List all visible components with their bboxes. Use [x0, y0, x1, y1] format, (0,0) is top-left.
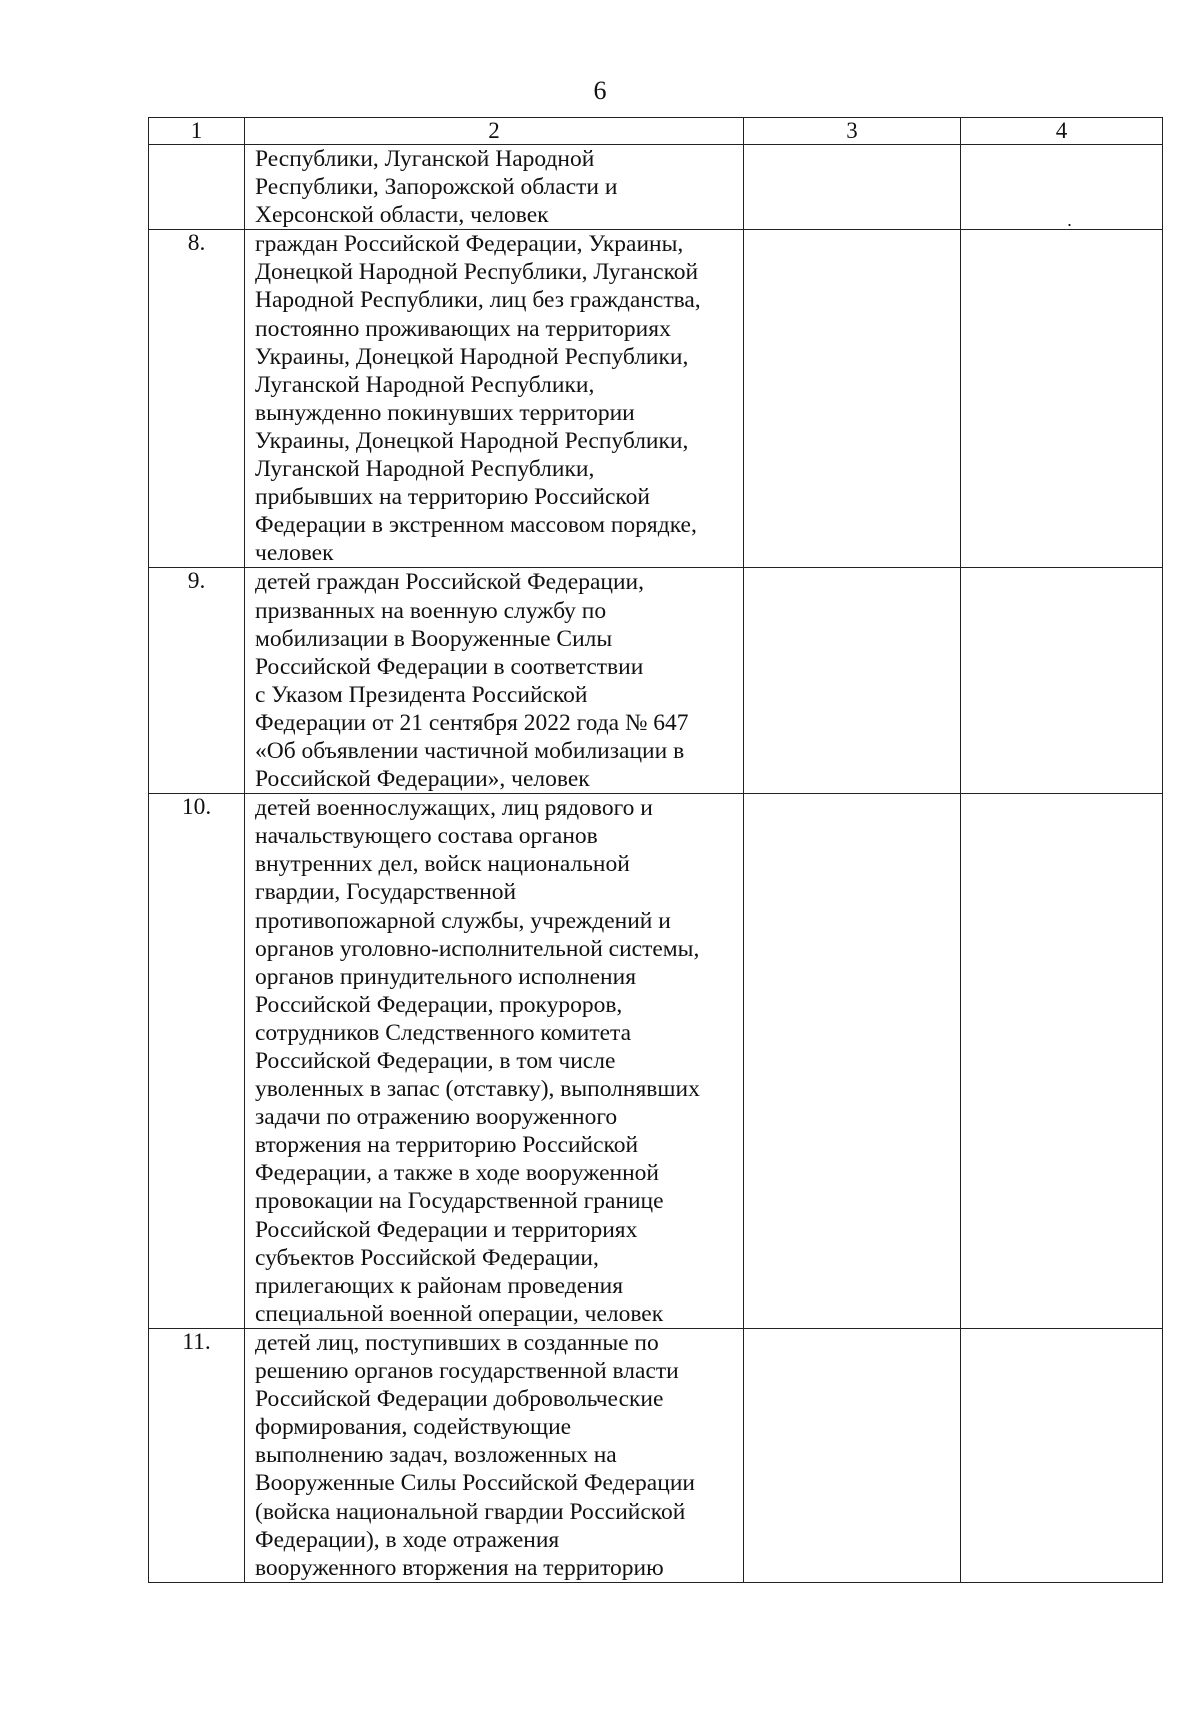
description-line: Украины, Донецкой Народной Республики,: [255, 343, 689, 370]
row-value-cell-3: [744, 1328, 961, 1582]
description-line: прибывших на территорию Российской: [255, 484, 650, 511]
table-row: [149, 794, 1163, 1329]
row-value-cell-4: [961, 794, 1163, 1329]
description-line: Вооруженные Силы Российской Федерации: [255, 1470, 695, 1497]
description-line: граждан Российской Федерации, Украины,: [255, 231, 684, 258]
table-row: [149, 568, 1163, 794]
row-value-cell-3: [744, 794, 961, 1329]
row-description-cell: [245, 230, 744, 568]
description-line: с Указом Президента Российской: [255, 681, 588, 708]
row-value-cell-4: [961, 230, 1163, 568]
row-number-cell: 10.: [149, 794, 245, 1329]
row-number-cell: [149, 145, 245, 230]
description-line: начальствующего состава органов: [255, 823, 598, 850]
description-line: Народной Республики, лиц без гражданства,: [255, 287, 701, 314]
row-description-cell: [245, 794, 744, 1329]
description-line: Федерации от 21 сентября 2022 года № 647: [255, 709, 689, 736]
row-value-cell-3: [744, 568, 961, 794]
description-line: противопожарной службы, учреждений и: [255, 907, 671, 934]
description-line: вторжения на территорию Российской: [255, 1132, 639, 1159]
description-line: Российской Федерации, прокуроров,: [255, 991, 623, 1018]
description-line: выполнению задач, возложенных на: [255, 1442, 617, 1469]
table-header-row: [149, 118, 1163, 145]
row-number-cell: 9.: [149, 568, 245, 794]
description-line: Федерации, а также в ходе вооруженной: [255, 1160, 659, 1187]
description-line: «Об объявлении частичной мобилизации в: [255, 737, 685, 764]
description-line: вооруженного вторжения на территорию: [255, 1554, 664, 1581]
description-line: детей лиц, поступивших в созданные по: [255, 1329, 659, 1356]
description-line: органов уголовно-исполнительной системы,: [255, 935, 700, 962]
description-line: Луганской Народной Республики,: [255, 371, 595, 398]
description-line: Российской Федерации», человек: [255, 766, 590, 793]
row-number-cell: 8.: [149, 230, 245, 568]
description-line: Республики, Запорожской области и: [255, 174, 618, 201]
description-line: Федерации в экстренном массовом порядке,: [255, 512, 697, 539]
description-line: провокации на Государственной границе: [255, 1188, 664, 1215]
description-line: решению органов государственной власти: [255, 1358, 679, 1385]
row-value-cell-3: [744, 145, 961, 230]
row-description-cell: [245, 568, 744, 794]
description-line: задачи по отражению вооруженного: [255, 1104, 618, 1131]
description-line: гвардии, Государственной: [255, 879, 517, 906]
description-line: Российской Федерации в соответствии: [255, 653, 644, 680]
row-description-cell: [245, 1328, 744, 1582]
description-line: специальной военной операции, человек: [255, 1300, 664, 1327]
description-line: постоянно проживающих на территориях: [255, 315, 671, 342]
header-cell-1: 1: [149, 118, 245, 145]
description-line: призванных на военную службу по: [255, 597, 607, 624]
document-table: [148, 117, 1163, 1583]
table-row: [149, 230, 1163, 568]
description-line: субъектов Российской Федерации,: [255, 1244, 599, 1271]
row-value-cell-4: [961, 145, 1163, 230]
description-line: Российской Федерации и территориях: [255, 1216, 638, 1243]
header-cell-4: 4: [961, 118, 1163, 145]
description-line: Российской Федерации добровольческие: [255, 1386, 664, 1413]
description-line: Украины, Донецкой Народной Республики,: [255, 427, 689, 454]
description-line: вынужденно покинувших территории: [255, 399, 635, 426]
page-number: 6: [593, 76, 607, 105]
description-line: Российской Федерации, в том числе: [255, 1048, 616, 1074]
description-line: Донецкой Народной Республики, Луганской: [255, 259, 699, 286]
description-line: внутренних дел, войск национальной: [255, 851, 630, 878]
description-line: детей граждан Российской Федерации,: [255, 569, 644, 596]
row-value-cell-4: [961, 568, 1163, 794]
description-line: Луганской Народной Республики,: [255, 456, 595, 483]
header-cell-2: 2: [245, 118, 744, 145]
row-number-cell: 11.: [149, 1328, 245, 1582]
table-row: [149, 1328, 1163, 1582]
row-value-cell-3: [744, 230, 961, 568]
description-line: Федерации), в ходе отражения: [255, 1526, 560, 1553]
row-value-cell-4: [961, 1328, 1163, 1582]
description-line: детей военнослужащих, лиц рядового и: [255, 795, 653, 822]
row-value-4-text: .: [1067, 210, 1072, 230]
description-line: сотрудников Следственного комитета: [255, 1019, 631, 1046]
description-line: Херсонской области, человек: [255, 202, 549, 229]
description-line: человек: [255, 540, 334, 567]
header-cell-3: 3: [744, 118, 961, 145]
table-row: [149, 145, 1163, 230]
description-line: органов принудительного исполнения: [255, 963, 637, 990]
description-line: прилегающих к районам проведения: [255, 1272, 624, 1299]
description-line: (войска национальной гвардии Российской: [255, 1498, 686, 1525]
row-description-cell: [245, 145, 744, 230]
description-line: Республики, Луганской Народной: [255, 146, 595, 172]
description-line: мобилизации в Вооруженные Силы: [255, 625, 613, 652]
description-line: уволенных в запас (отставку), выполнявших: [255, 1076, 700, 1103]
description-line: формирования, содействующие: [255, 1414, 572, 1441]
